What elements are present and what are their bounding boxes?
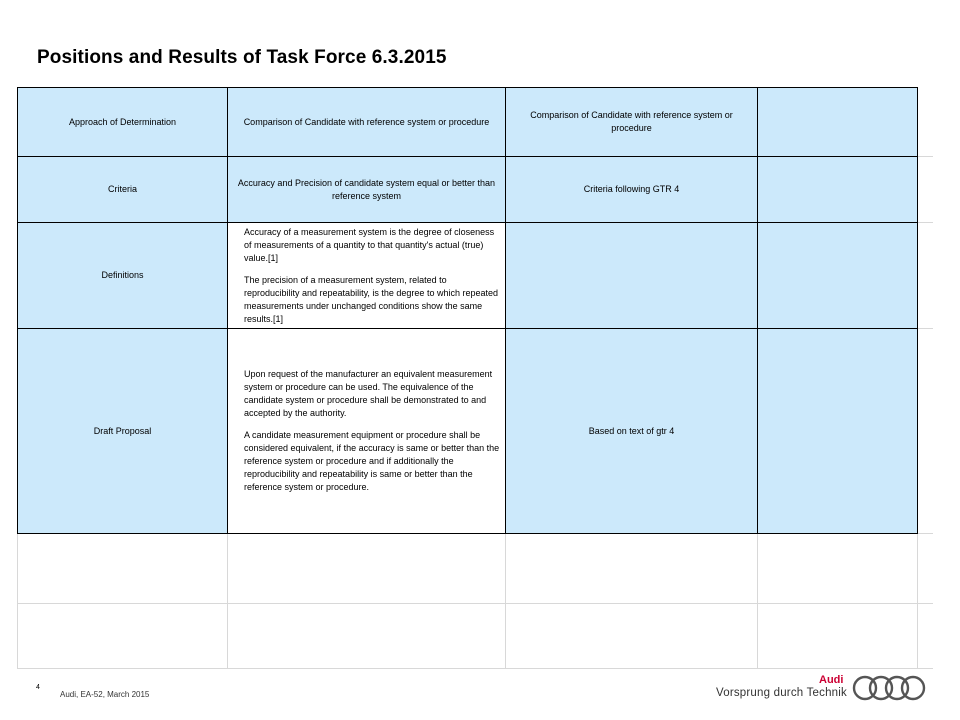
slogan: Vorsprung durch Technik [716,687,847,699]
cell-approach-col3 [505,87,758,157]
cell-approach-col2 [227,87,506,157]
cell-approach-col4 [757,87,918,157]
cell-definitions-col2 [227,222,506,329]
cell-text: Criteria following GTR 4 [583,184,680,194]
cell-text: Draft Proposal [93,425,152,436]
cell-text: Based on text of gtr 4 [588,425,675,436]
cell-draft-proposal-col4 [757,328,918,534]
grid-line [917,328,933,329]
row-label-definitions [17,222,228,329]
cell-text: Accuracy and Precision of candidate system equal or better than reference system [237,177,496,201]
page-number: 4 [36,684,40,691]
grid-line [917,533,933,534]
footer-text: Audi, EA-52, March 2015 [60,690,150,699]
cell-criteria-col2 [227,156,506,223]
cell-definitions-col3 [505,222,758,329]
cell-text: Definitions [101,270,144,280]
grid-line [17,668,933,669]
row-label-criteria [17,156,228,223]
cell-criteria-col3 [505,156,758,223]
grid-line [17,603,933,604]
cell-draft-proposal-col3 [505,328,758,534]
proposal-paragraph-2: A candidate measurement equipment or procedure shall be considered equivalent, if the accuracy is same or better than the reference system or procedure and if additionally the reproducibility and repeatability is same or better than the reference system or procedure. [244,430,500,492]
page-title: Positions and Results of Task Force 6.3.2015 [37,47,447,68]
cell-text: Comparison of Candidate with reference system or procedure [530,110,733,133]
brand-name: Audi [819,674,844,686]
cell-criteria-col4 [757,156,918,223]
audi-rings-icon [851,674,927,702]
grid-line [917,222,933,223]
row-label-approach [17,87,228,157]
grid-line [917,156,933,157]
row-label-draft-proposal [17,328,228,534]
grid-line [17,533,18,669]
grid-line [227,533,228,669]
grid-line [505,533,506,669]
cell-text: Approach of Determination [68,116,177,127]
precision-definition: The precision of a measurement system, related to reproducibility and repeatability, is the degree to which repeated measurements under unchanged conditions show the same results.[1] [244,274,498,324]
cell-text: Comparison of Candidate with reference system or procedure [243,116,490,127]
cell-definitions-col4 [757,222,918,329]
proposal-paragraph-1: Upon request of the manufacturer an equivalent measurement system or procedure can be used. The equivalence of the candidate system or procedure shall be demonstrated to and accepted by the authority. [244,369,493,418]
cell-draft-proposal-col2 [227,328,506,534]
cell-text: Criteria [107,184,137,194]
accuracy-definition: Accuracy of a measurement system is the degree of closeness of measurements of a quantity to that quantity's actual (true) value.[1] [244,226,495,263]
grid-line [757,533,758,669]
results-table [17,87,933,669]
